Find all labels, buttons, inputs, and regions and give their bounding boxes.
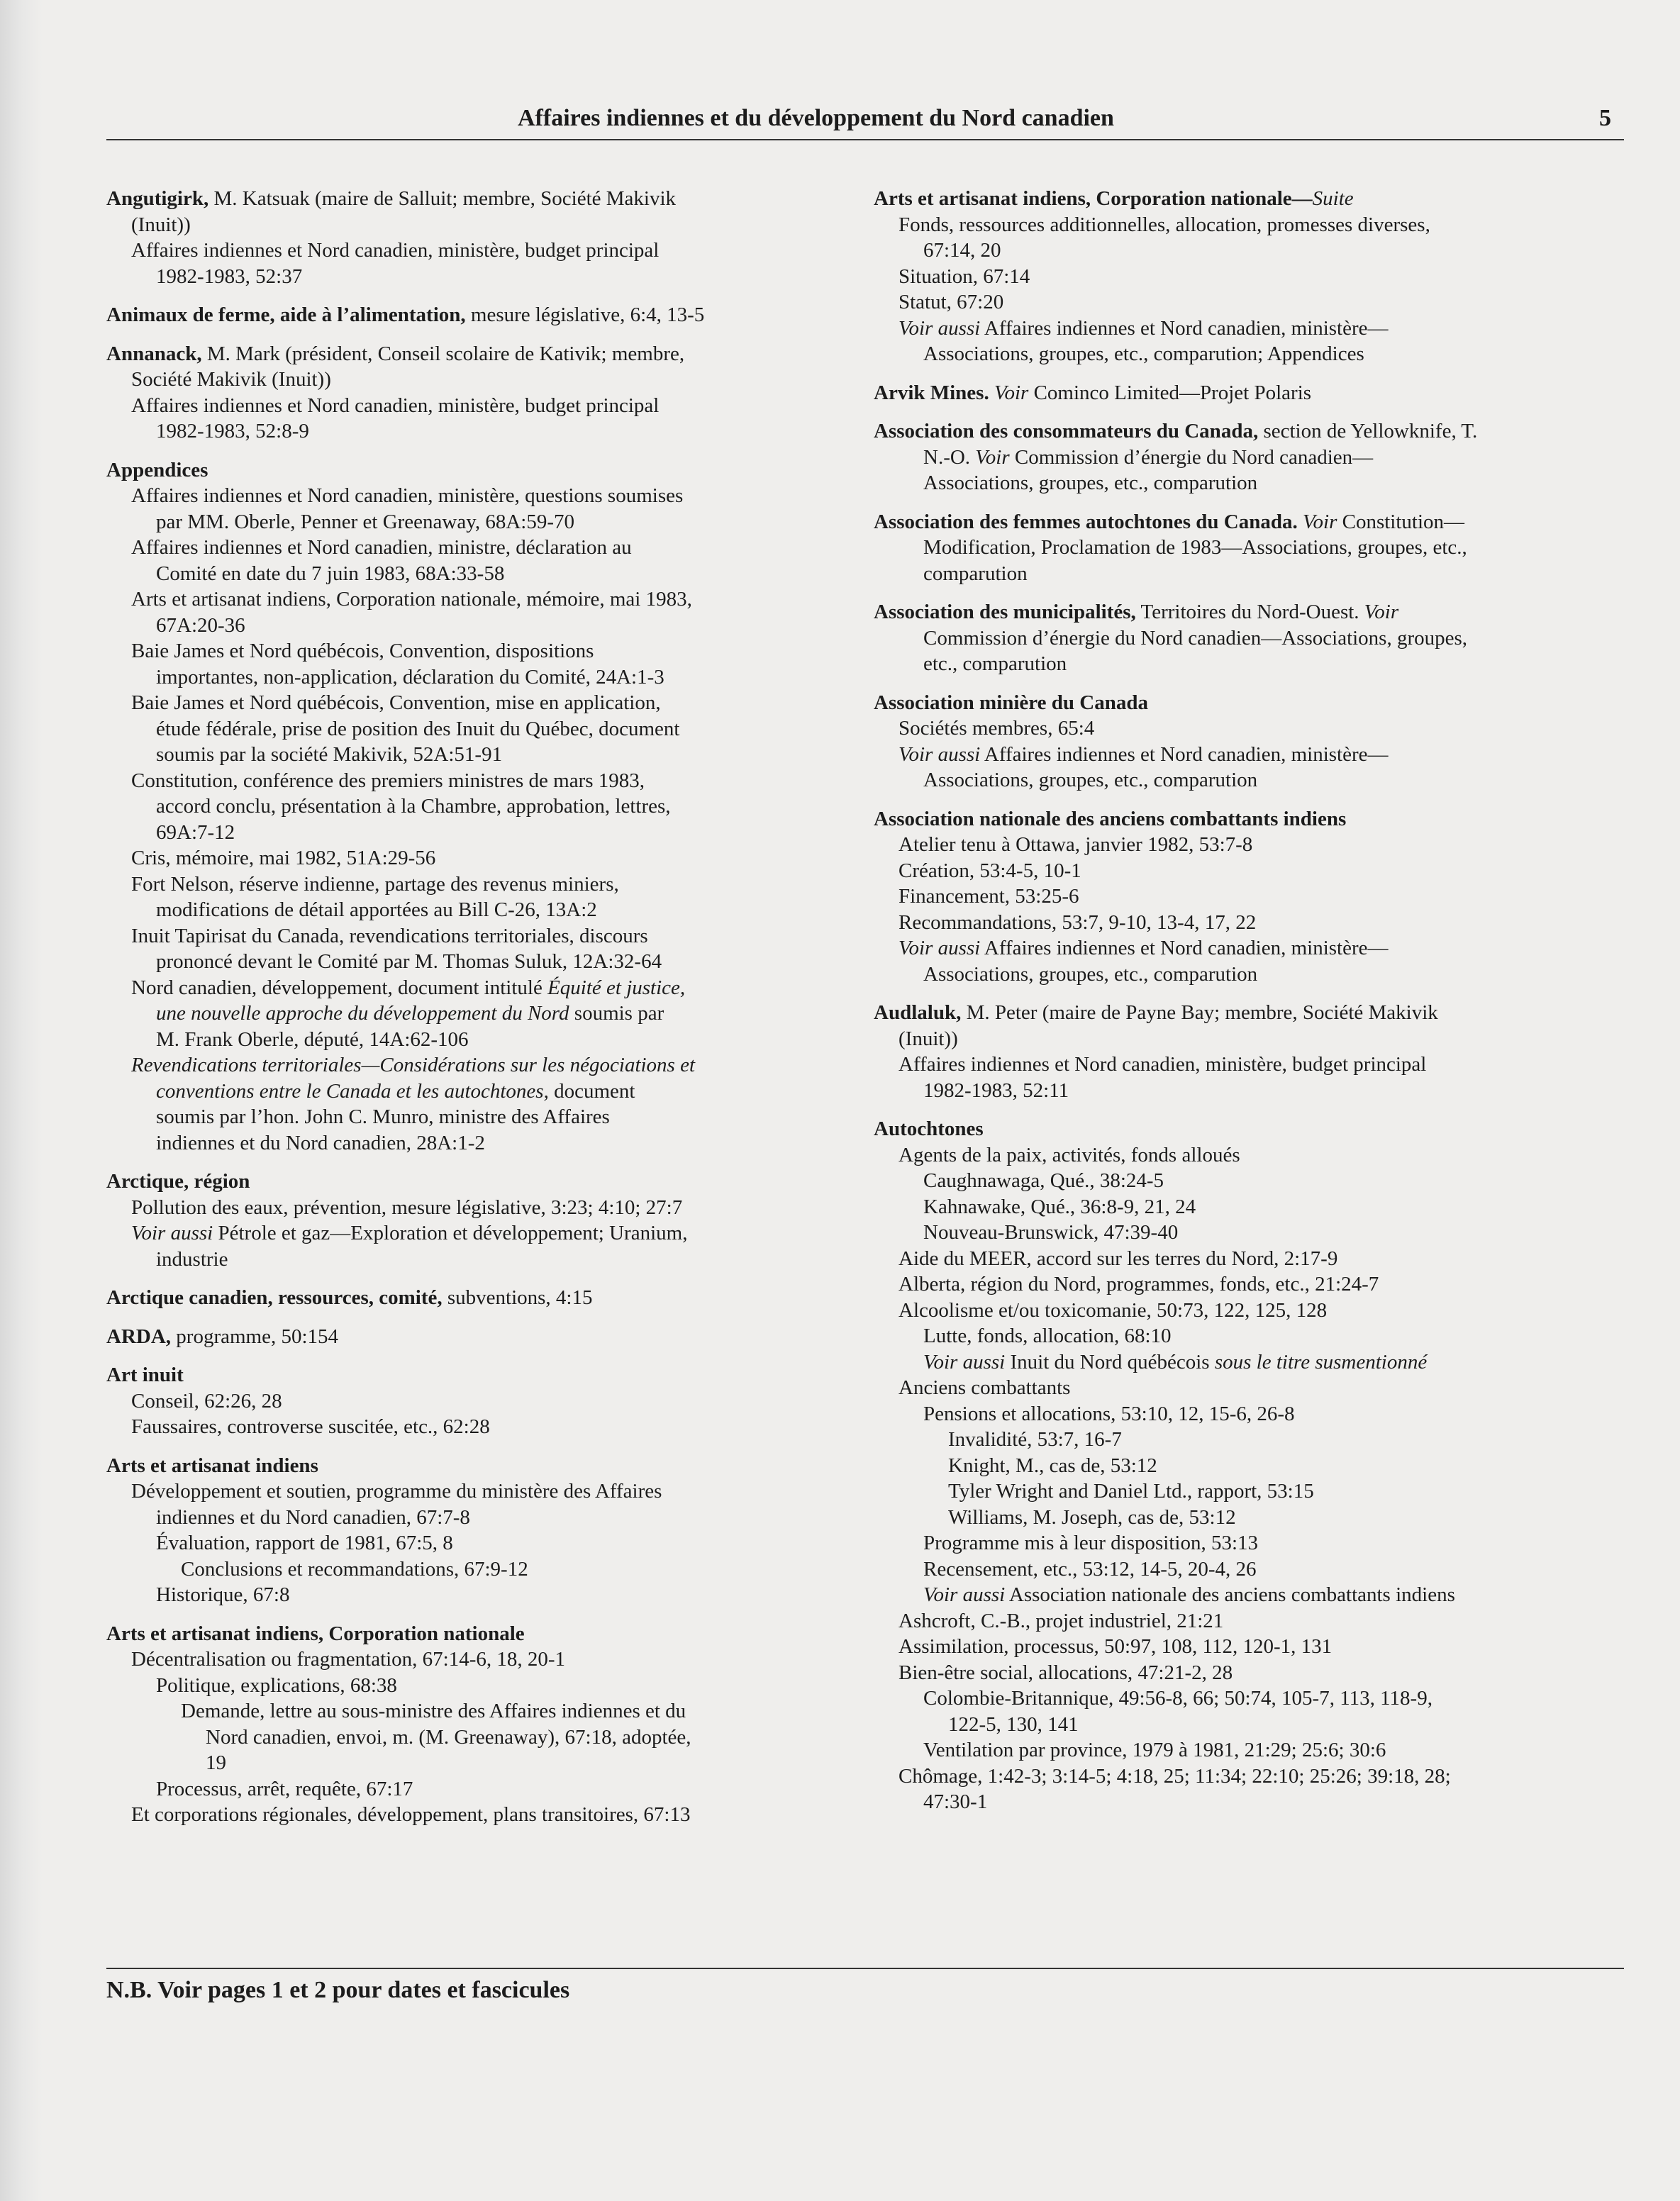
entry-text: section de Yellowknife, T. bbox=[1258, 420, 1478, 442]
entry-line: 67:14, 20 bbox=[923, 239, 1001, 262]
entry-italic: conventions entre le Canada et les autochtones, bbox=[156, 1079, 549, 1103]
entry-line: étude fédérale, prise de position des Inuit du Québec, document bbox=[156, 717, 680, 740]
entry-text: soumis par bbox=[569, 1002, 664, 1025]
entry-line: Financement, 53:25-6 bbox=[899, 885, 1079, 908]
entry-line: Associations, groupes, etc., comparution bbox=[923, 769, 1258, 791]
entry-text: Cominco Limited—Projet Polaris bbox=[1028, 381, 1312, 404]
entry-text: Inuit du Nord québécois bbox=[1005, 1350, 1210, 1373]
index-entry-combattants bbox=[874, 806, 1625, 988]
entry-line: Associations, groupes, etc., comparution bbox=[923, 472, 1258, 494]
entry-line: Colombie-Britannique, 49:56-8, 66; 50:74, 105-7, 113, 118-9, bbox=[923, 1687, 1433, 1710]
entry-line: Nouveau-Brunswick, 47:39-40 bbox=[923, 1221, 1179, 1244]
entry-text: Pétrole et gaz—Exploration et développement; Uranium, bbox=[213, 1222, 688, 1244]
entry-text: document bbox=[548, 1079, 635, 1103]
right-column bbox=[874, 186, 1625, 1828]
index-entry-audlaluk bbox=[874, 1000, 1625, 1103]
entry-heading: Audlaluk, bbox=[874, 1001, 962, 1024]
entry-line: prononcé devant le Comité par M. Thomas Suluk, 12A:32-64 bbox=[156, 950, 662, 973]
entry-heading: Autochtones bbox=[874, 1118, 984, 1140]
entry-line: Nord canadien, envoi, m. (M. Greenaway), 67:18, adoptée, bbox=[206, 1725, 691, 1749]
entry-line: Aide du MEER, accord sur les terres du Nord, 2:17-9 bbox=[899, 1247, 1338, 1270]
see-also-label: Voir aussi bbox=[899, 937, 981, 959]
index-entry-arda bbox=[106, 1324, 847, 1350]
entry-italic: une nouvelle approche du développement du Nord bbox=[156, 1002, 569, 1025]
entry-line: Et corporations régionales, développement, plans transitoires, 67:13 bbox=[131, 1803, 691, 1826]
entry-line: Anciens combattants bbox=[899, 1376, 1071, 1399]
entry-heading: Association minière du Canada bbox=[874, 691, 1148, 714]
entry-line: Associations, groupes, etc., comparution bbox=[923, 962, 1258, 986]
entry-line: Caughnawaga, Qué., 38:24-5 bbox=[923, 1169, 1164, 1192]
entry-heading: Arts et artisanat indiens bbox=[106, 1454, 318, 1477]
entry-line: Chômage, 1:42-3; 3:14-5; 4:18, 25; 11:34; 22:10; 25:26; 39:18, 28; bbox=[899, 1764, 1451, 1788]
entry-line: Conseil, 62:26, 28 bbox=[131, 1389, 282, 1412]
entry-heading: Animaux de ferme, aide à l’alimentation, bbox=[106, 303, 466, 326]
entry-heading: Art inuit bbox=[106, 1364, 184, 1386]
entry-text: Constitution— bbox=[1337, 510, 1465, 533]
entry-line: etc., comparution bbox=[923, 652, 1067, 675]
entry-line: Constitution, conférence des premiers ministres de mars 1983, bbox=[131, 769, 645, 792]
entry-line: par MM. Oberle, Penner et Greenaway, 68A:59-70 bbox=[156, 510, 575, 533]
entry-line: Évaluation, rapport de 1981, 67:5, 8 bbox=[156, 1532, 453, 1554]
running-title: Affaires indiennes et du développement du Nord canadien bbox=[518, 105, 1114, 131]
page-number: 5 bbox=[1599, 105, 1611, 131]
entry-line: Sociétés membres, 65:4 bbox=[899, 717, 1095, 740]
see-also-label: Voir aussi bbox=[923, 1583, 1006, 1606]
index-entry-angutigirk bbox=[106, 186, 847, 289]
entry-text: M. Mark (président, Conseil scolaire de Kativik; membre, bbox=[201, 342, 685, 365]
entry-line: 1982-1983, 52:11 bbox=[923, 1079, 1069, 1102]
index-entry-art-inuit bbox=[106, 1362, 847, 1440]
entry-line: comparution bbox=[923, 562, 1028, 585]
entry-line: importantes, non-application, déclaration du Comité, 24A:1-3 bbox=[156, 665, 664, 689]
entry-heading: Association nationale des anciens combattants indiens bbox=[874, 807, 1347, 830]
entry-line: Recommandations, 53:7, 9-10, 13-4, 17, 22 bbox=[899, 910, 1257, 934]
entry-line: Bien-être social, allocations, 47:21-2, 28 bbox=[899, 1661, 1233, 1684]
entry-line: Situation, 67:14 bbox=[899, 264, 1030, 288]
entry-line: 69A:7-12 bbox=[156, 820, 235, 844]
entry-line: indiennes et du Nord canadien, 67:7-8 bbox=[156, 1505, 470, 1529]
entry-text: Nord canadien, développement, document intitulé bbox=[131, 976, 548, 999]
entry-line: Knight, M., cas de, 53:12 bbox=[948, 1454, 1157, 1477]
page-header bbox=[106, 105, 1624, 140]
entry-line: indiennes et du Nord canadien, 28A:1-2 bbox=[156, 1131, 485, 1154]
entry-line: Baie James et Nord québécois, Convention, dispositions bbox=[131, 640, 594, 662]
index-entry-appendices bbox=[106, 457, 847, 1157]
index-entry-autochtones bbox=[874, 1116, 1625, 1815]
index-entry-consommateurs bbox=[874, 418, 1625, 496]
entry-text: Affaires indiennes et Nord canadien, ministère— bbox=[980, 742, 1389, 766]
entry-line: Décentralisation ou fragmentation, 67:14-6, 18, 20-1 bbox=[131, 1648, 566, 1671]
entry-line: Alcoolisme et/ou toxicomanie, 50:73, 122, 125, 128 bbox=[899, 1298, 1328, 1322]
footer-divider bbox=[106, 1968, 1624, 1969]
entry-line: Affaires indiennes et Nord canadien, ministère, budget principal bbox=[131, 239, 660, 262]
entry-line: 1982-1983, 52:37 bbox=[156, 264, 303, 288]
footer-note: N.B. Voir pages 1 et 2 pour dates et fascicules bbox=[106, 1977, 570, 2003]
entry-text: mesure législative, 6:4, 13-5 bbox=[465, 303, 705, 326]
entry-text: programme, 50:154 bbox=[171, 1325, 339, 1348]
entry-line: Programme mis à leur disposition, 53:13 bbox=[923, 1532, 1259, 1554]
entry-line: Agents de la paix, activités, fonds alloués bbox=[899, 1143, 1240, 1166]
index-entry-miniere bbox=[874, 690, 1625, 793]
entry-line: Pollution des eaux, prévention, mesure législative, 3:23; 4:10; 27:7 bbox=[131, 1196, 683, 1219]
entry-line: Arts et artisanat indiens, Corporation nationale, mémoire, mai 1983, bbox=[131, 588, 692, 611]
entry-line: Création, 53:4-5, 10-1 bbox=[899, 859, 1081, 882]
index-entry-arts-artisanat bbox=[106, 1453, 847, 1608]
entry-line: 1982-1983, 52:8-9 bbox=[156, 420, 309, 442]
entry-line: Pensions et allocations, 53:10, 12, 15-6, 26-8 bbox=[923, 1402, 1295, 1425]
entry-line: Affaires indiennes et Nord canadien, ministère, budget principal bbox=[131, 394, 660, 417]
entry-text: Territoires du Nord-Ouest. bbox=[1135, 601, 1359, 623]
entry-heading: Angutigirk, bbox=[106, 187, 209, 210]
entry-heading: Arts et artisanat indiens, Corporation nationale bbox=[106, 1622, 525, 1645]
see-also-label: Voir aussi bbox=[899, 742, 981, 766]
entry-line: Modification, Proclamation de 1983—Associations, groupes, etc., bbox=[923, 536, 1467, 559]
entry-heading: Arts et artisanat indiens, Corporation nationale— bbox=[874, 187, 1313, 210]
entry-heading: ARDA, bbox=[106, 1325, 172, 1348]
see-also-label: Voir aussi bbox=[131, 1222, 213, 1244]
index-entry-arvik bbox=[874, 380, 1625, 406]
entry-italic: Suite bbox=[1312, 187, 1354, 210]
see-label: Voir bbox=[1359, 601, 1399, 623]
see-also-label: Voir aussi bbox=[923, 1350, 1006, 1373]
entry-line: 47:30-1 bbox=[923, 1790, 988, 1813]
entry-line: Processus, arrêt, requête, 67:17 bbox=[156, 1777, 413, 1800]
entry-line: Conclusions et recommandations, 67:9-12 bbox=[181, 1557, 528, 1581]
entry-line: industrie bbox=[156, 1247, 228, 1271]
entry-heading: Association des femmes autochtones du Canada. bbox=[874, 510, 1298, 533]
entry-line: Associations, groupes, etc., comparution; Appendices bbox=[923, 342, 1364, 365]
entry-text: subventions, 4:15 bbox=[442, 1286, 593, 1309]
entry-line: Ashcroft, C.-B., projet industriel, 21:21 bbox=[899, 1609, 1224, 1632]
entry-line: soumis par la société Makivik, 52A:51-91 bbox=[156, 743, 503, 766]
entry-line: Affaires indiennes et Nord canadien, ministère, questions soumises bbox=[131, 484, 684, 507]
see-also-label: Voir aussi bbox=[899, 316, 981, 340]
entry-italic: Revendications territoriales—Considérations sur les négociations et bbox=[131, 1054, 696, 1076]
entry-heading: Annanack, bbox=[106, 342, 202, 365]
entry-text: M. Katsuak (maire de Salluit; membre, Société Makivik bbox=[208, 187, 677, 210]
entry-text: Affaires indiennes et Nord canadien, ministère— bbox=[980, 937, 1389, 959]
entry-line: Williams, M. Joseph, cas de, 53:12 bbox=[948, 1505, 1236, 1529]
entry-text: Commission d’énergie du Nord canadien— bbox=[1009, 445, 1374, 469]
entry-italic: Équité et justice, bbox=[547, 976, 686, 999]
see-label: Voir bbox=[989, 381, 1029, 404]
entry-line: Cris, mémoire, mai 1982, 51A:29-56 bbox=[131, 847, 436, 869]
index-entry-animaux bbox=[106, 302, 847, 328]
entry-line: Baie James et Nord québécois, Convention, mise en application, bbox=[131, 691, 661, 714]
entry-line: Comité en date du 7 juin 1983, 68A:33-58 bbox=[156, 562, 505, 585]
index-entry-municipalites bbox=[874, 599, 1625, 677]
see-label: Voir bbox=[1297, 510, 1337, 533]
entry-line: Atelier tenu à Ottawa, janvier 1982, 53:7-8 bbox=[899, 833, 1253, 856]
entry-line: Assimilation, processus, 50:97, 108, 112, 120-1, 131 bbox=[899, 1635, 1333, 1658]
index-entry-femmes bbox=[874, 509, 1625, 587]
entry-line: 19 bbox=[206, 1751, 226, 1774]
entry-heading: Arctique canadien, ressources, comité, bbox=[106, 1286, 443, 1309]
entry-line: Développement et soutien, programme du ministère des Affaires bbox=[131, 1480, 662, 1503]
entry-line: Faussaires, controverse suscitée, etc., 62:28 bbox=[131, 1415, 490, 1438]
entry-line: Recensement, etc., 53:12, 14-5, 20-4, 26 bbox=[923, 1557, 1257, 1581]
entry-heading: Arvik Mines. bbox=[874, 381, 989, 404]
entry-line: Historique, 67:8 bbox=[156, 1583, 290, 1606]
entry-line: Lutte, fonds, allocation, 68:10 bbox=[923, 1325, 1172, 1347]
entry-line: (Inuit)) bbox=[899, 1027, 958, 1050]
entry-line: Fort Nelson, réserve indienne, partage des revenus miniers, bbox=[131, 872, 619, 896]
entry-line: Statut, 67:20 bbox=[899, 291, 1004, 313]
entry-line: Kahnawake, Qué., 36:8-9, 21, 24 bbox=[923, 1195, 1196, 1218]
index-entry-annanack bbox=[106, 341, 847, 445]
index-entry-corporation bbox=[106, 1621, 847, 1828]
entry-line: Inuit Tapirisat du Canada, revendications territoriales, discours bbox=[131, 924, 648, 947]
entry-line: soumis par l’hon. John C. Munro, ministre des Affaires bbox=[156, 1105, 610, 1128]
see-label: Voir bbox=[970, 445, 1010, 469]
entry-text: N.-O. bbox=[923, 445, 971, 469]
entry-line: Fonds, ressources additionnelles, allocation, promesses diverses, bbox=[899, 213, 1430, 236]
entry-line: Tyler Wright and Daniel Ltd., rapport, 53:15 bbox=[948, 1480, 1314, 1503]
entry-line: Demande, lettre au sous-ministre des Affaires indiennes et du bbox=[181, 1700, 686, 1722]
entry-line: Alberta, région du Nord, programmes, fonds, etc., 21:24-7 bbox=[899, 1273, 1379, 1295]
entry-line: M. Frank Oberle, député, 14A:62-106 bbox=[156, 1027, 469, 1051]
entry-line: Politique, explications, 68:38 bbox=[156, 1673, 397, 1697]
entry-heading: Arctique, région bbox=[106, 1170, 250, 1193]
entry-line: accord conclu, présentation à la Chambre, approbation, lettres, bbox=[156, 795, 671, 818]
entry-heading: Association des municipalités, bbox=[874, 601, 1136, 623]
left-column bbox=[106, 186, 847, 1841]
index-entry-arctique-canadien bbox=[106, 1285, 847, 1311]
entry-line: Commission d’énergie du Nord canadien—Associations, groupes, bbox=[923, 626, 1468, 650]
entry-line: 122-5, 130, 141 bbox=[948, 1712, 1079, 1736]
entry-line: Affaires indiennes et Nord canadien, ministère, budget principal bbox=[899, 1053, 1427, 1076]
entry-heading: Appendices bbox=[106, 458, 208, 481]
entry-line: modifications de détail apportées au Bill C-26, 13A:2 bbox=[156, 898, 597, 921]
entry-text: M. Peter (maire de Payne Bay; membre, Société Makivik bbox=[961, 1001, 1438, 1024]
entry-text: Affaires indiennes et Nord canadien, ministère— bbox=[980, 316, 1389, 340]
entry-text: Association nationale des anciens combattants indiens bbox=[1005, 1583, 1455, 1606]
entry-line: Invalidité, 53:7, 16-7 bbox=[948, 1428, 1122, 1451]
index-entry-corporation-suite bbox=[874, 186, 1625, 367]
entry-line: 67A:20-36 bbox=[156, 613, 245, 637]
entry-line: (Inuit)) bbox=[131, 213, 191, 236]
entry-line: Ventilation par province, 1979 à 1981, 21:29; 25:6; 30:6 bbox=[923, 1739, 1386, 1761]
index-entry-arctique bbox=[106, 1169, 847, 1272]
entry-line: Société Makivik (Inuit)) bbox=[131, 368, 331, 391]
entry-italic: sous le titre susmentionné bbox=[1209, 1350, 1428, 1373]
entry-line: Affaires indiennes et Nord canadien, ministre, déclaration au bbox=[131, 536, 632, 559]
entry-heading: Association des consommateurs du Canada, bbox=[874, 420, 1259, 442]
